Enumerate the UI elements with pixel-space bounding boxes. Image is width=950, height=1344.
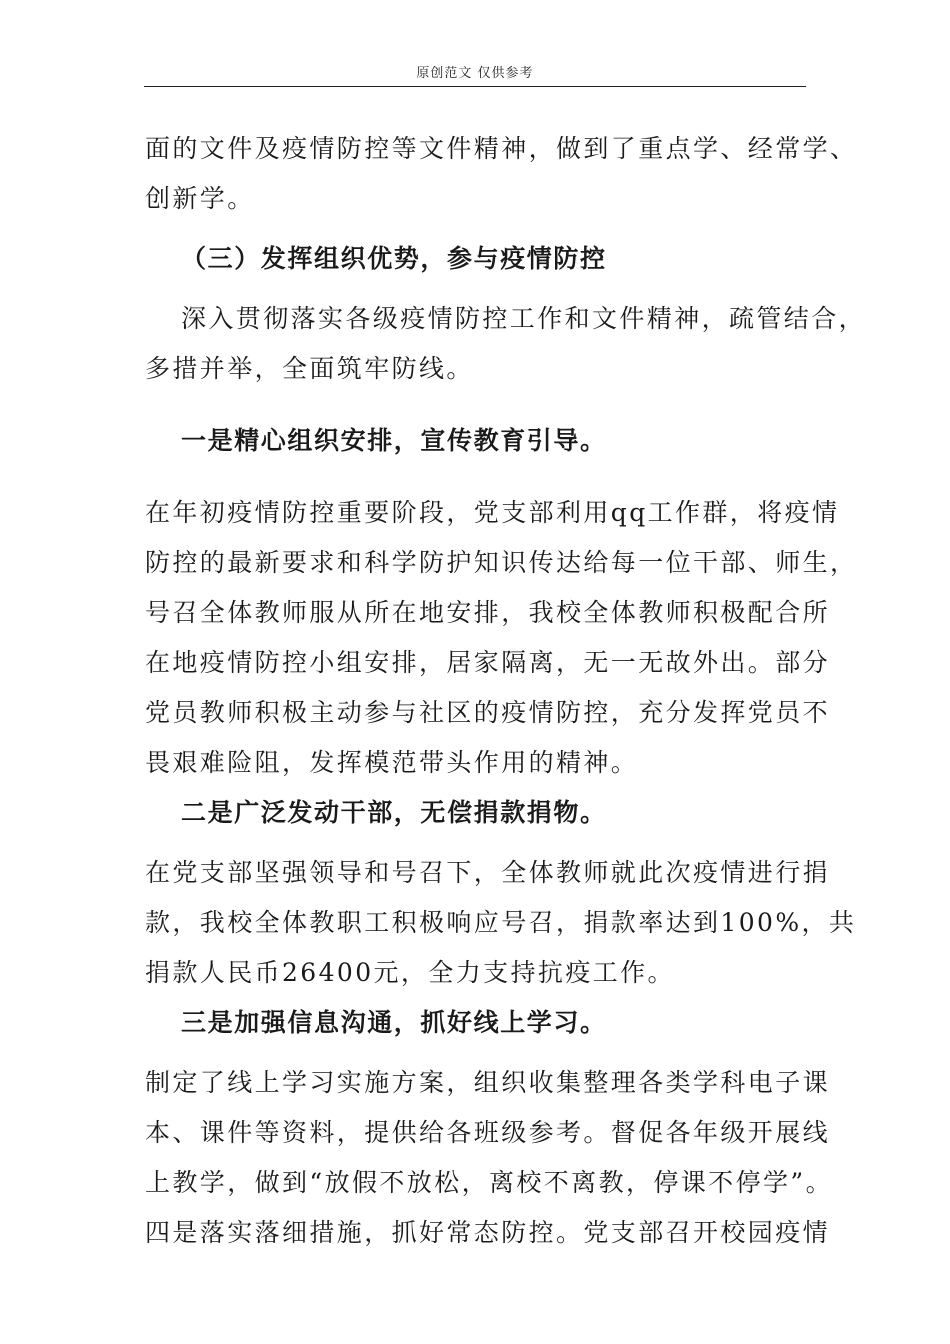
paragraph-line: 款，我校全体教职工积极响应号召，捐款率达到100%，共 xyxy=(145,908,857,937)
paragraph-line: 在党支部坚强领导和号召下，全体教师就此次疫情进行捐 xyxy=(145,858,831,887)
paragraph-line: 防控的最新要求和科学防护知识传达给每一位干部、师生， xyxy=(145,548,858,577)
paragraph-line: 制定了线上学习实施方案，组织收集整理各类学科电子课 xyxy=(145,1068,831,1097)
paragraph-line: 四是落实落细措施，抓好常态防控。党支部召开校园疫情 xyxy=(145,1218,831,1247)
paragraph-line: 在地疫情防控小组安排，居家隔离，无一无故外出。部分 xyxy=(145,648,831,677)
page-header xyxy=(144,62,806,87)
section-heading: （三）发挥组织优势，参与疫情防控 xyxy=(181,244,607,273)
paragraph-line: 创新学。 xyxy=(145,184,255,213)
paragraph-line: 深入贯彻落实各级疫情防控工作和文件精神，疏管结合， xyxy=(181,304,867,333)
paragraph-line: 面的文件及疫情防控等文件精神，做到了重点学、经常学、 xyxy=(145,134,858,163)
paragraph-line: 捐款人民币26400元，全力支持抗疫工作。 xyxy=(145,958,675,987)
subsection-heading: 二是广泛发动干部，无偿捐款捐物。 xyxy=(181,798,607,827)
paragraph-line: 在年初疫情防控重要阶段，党支部利用qq工作群，将疫情 xyxy=(145,498,840,527)
paragraph-line: 党员教师积极主动参与社区的疫情防控，充分发挥党员不 xyxy=(145,698,831,727)
subsection-heading: 三是加强信息沟通，抓好线上学习。 xyxy=(181,1008,607,1037)
paragraph-line: 号召全体教师服从所在地安排，我校全体教师积极配合所 xyxy=(145,598,831,627)
document-body xyxy=(145,124,867,1258)
header-text: 原创范文 仅供参考 xyxy=(416,66,534,81)
paragraph-line: 上教学，做到“放假不放松，离校不离教，停课不停学”。 xyxy=(145,1168,833,1197)
paragraph-line: 本、课件等资料，提供给各班级参考。督促各年级开展线 xyxy=(145,1118,831,1147)
paragraph-line: 多措并举，全面筑牢防线。 xyxy=(145,354,474,383)
paragraph-line: 畏艰难险阻，发挥模范带头作用的精神。 xyxy=(145,748,639,777)
subsection-heading: 一是精心组织安排，宣传教育引导。 xyxy=(181,426,607,455)
